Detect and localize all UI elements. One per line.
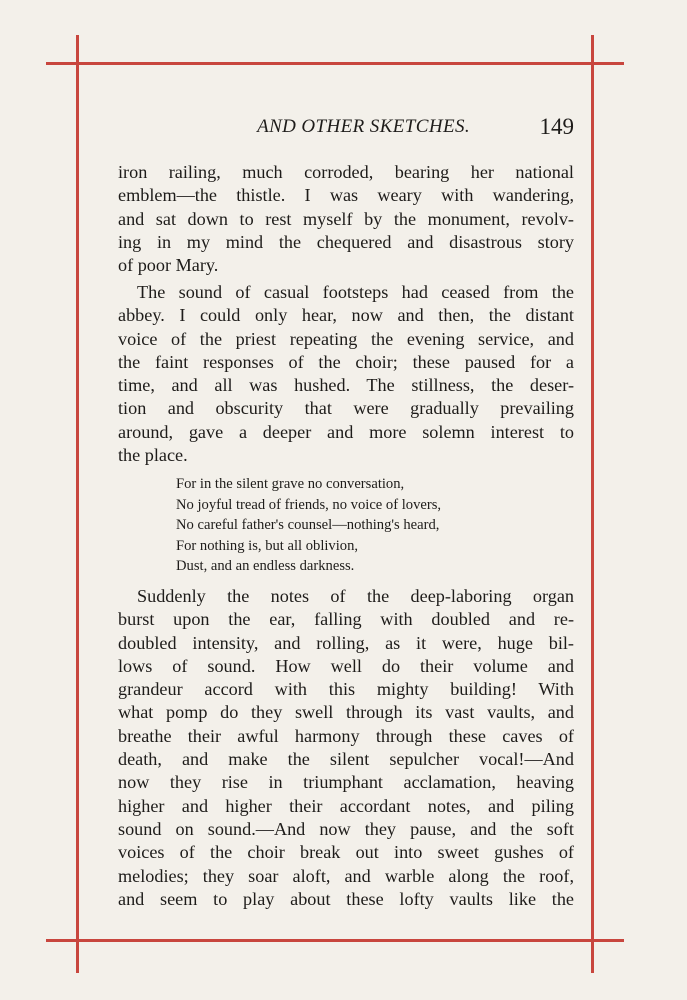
- text-line: tion and obscurity that were gradually prevailing: [118, 398, 574, 419]
- text-line: voice of the priest repeating the evening service, and: [118, 328, 574, 349]
- running-head: AND OTHER SKETCHES.: [257, 116, 470, 137]
- paragraph-2: [118, 281, 574, 467]
- border-rule-top: [46, 62, 624, 65]
- text-line: what pomp do they swell through its vast vaults, and: [118, 702, 574, 723]
- text-line: abbey. I could only hear, now and then, the distant: [118, 305, 574, 326]
- text-line: higher and higher their accordant notes, and piling: [118, 795, 574, 816]
- paragraph-3: [118, 585, 574, 911]
- text-line: lows of sound. How well do their volume and: [118, 655, 574, 676]
- text-line: breathe their awful harmony through these caves of: [118, 725, 574, 746]
- text-line: burst upon the ear, falling with doubled and re-: [118, 609, 574, 630]
- text-line: the faint responses of the choir; these paused for a: [118, 351, 574, 372]
- verse-line: Dust, and an endless darkness.: [176, 558, 355, 575]
- text-line: The sound of casual footsteps had ceased from the: [137, 282, 574, 302]
- verse-line: For in the silent grave no conversation,: [176, 476, 405, 492]
- text-line: time, and all was hushed. The stillness, the deser-: [118, 375, 574, 396]
- text-line: emblem—the thistle. I was weary with wandering,: [118, 185, 574, 206]
- text-line: sound on sound.—And now they pause, and the soft: [118, 818, 574, 839]
- verse-line: For nothing is, but all oblivion,: [176, 537, 359, 554]
- text-line: the place.: [118, 445, 188, 466]
- text-line: ing in my mind the chequered and disastrous story: [118, 231, 574, 252]
- text-line: now they rise in triumphant acclamation, heaving: [118, 772, 574, 793]
- paragraph-1: [118, 161, 574, 277]
- text-line: and sat down to rest myself by the monument, revolv-: [118, 208, 574, 229]
- text-line: death, and make the silent sepulcher vocal!—And: [118, 749, 574, 770]
- text-line: iron railing, much corroded, bearing her national: [118, 162, 574, 182]
- text-line: voices of the choir break out into sweet gushes of: [118, 842, 574, 863]
- text-line: Suddenly the notes of the deep-laboring organ: [137, 586, 574, 606]
- text-line: melodies; they soar aloft, and warble along the roof,: [118, 865, 574, 886]
- text-line: and seem to play about these lofty vaults like the: [118, 888, 574, 909]
- text-line: around, gave a deeper and more solemn interest to: [118, 421, 574, 442]
- border-rule-bottom: [46, 939, 624, 942]
- border-rule-right: [591, 35, 594, 973]
- text-line: doubled intensity, and rolling, as it were, huge bil-: [118, 632, 574, 653]
- page-number: 149: [539, 114, 574, 139]
- text-line: of poor Mary.: [118, 255, 219, 276]
- text-line: grandeur accord with this mighty building! With: [118, 679, 574, 700]
- verse-line: No joyful tread of friends, no voice of lovers,: [176, 496, 442, 513]
- verse-quotation: [176, 474, 441, 577]
- page-header: [120, 114, 574, 144]
- border-rule-left: [76, 35, 79, 973]
- verse-line: No careful father's counsel—nothing's heard,: [176, 517, 440, 534]
